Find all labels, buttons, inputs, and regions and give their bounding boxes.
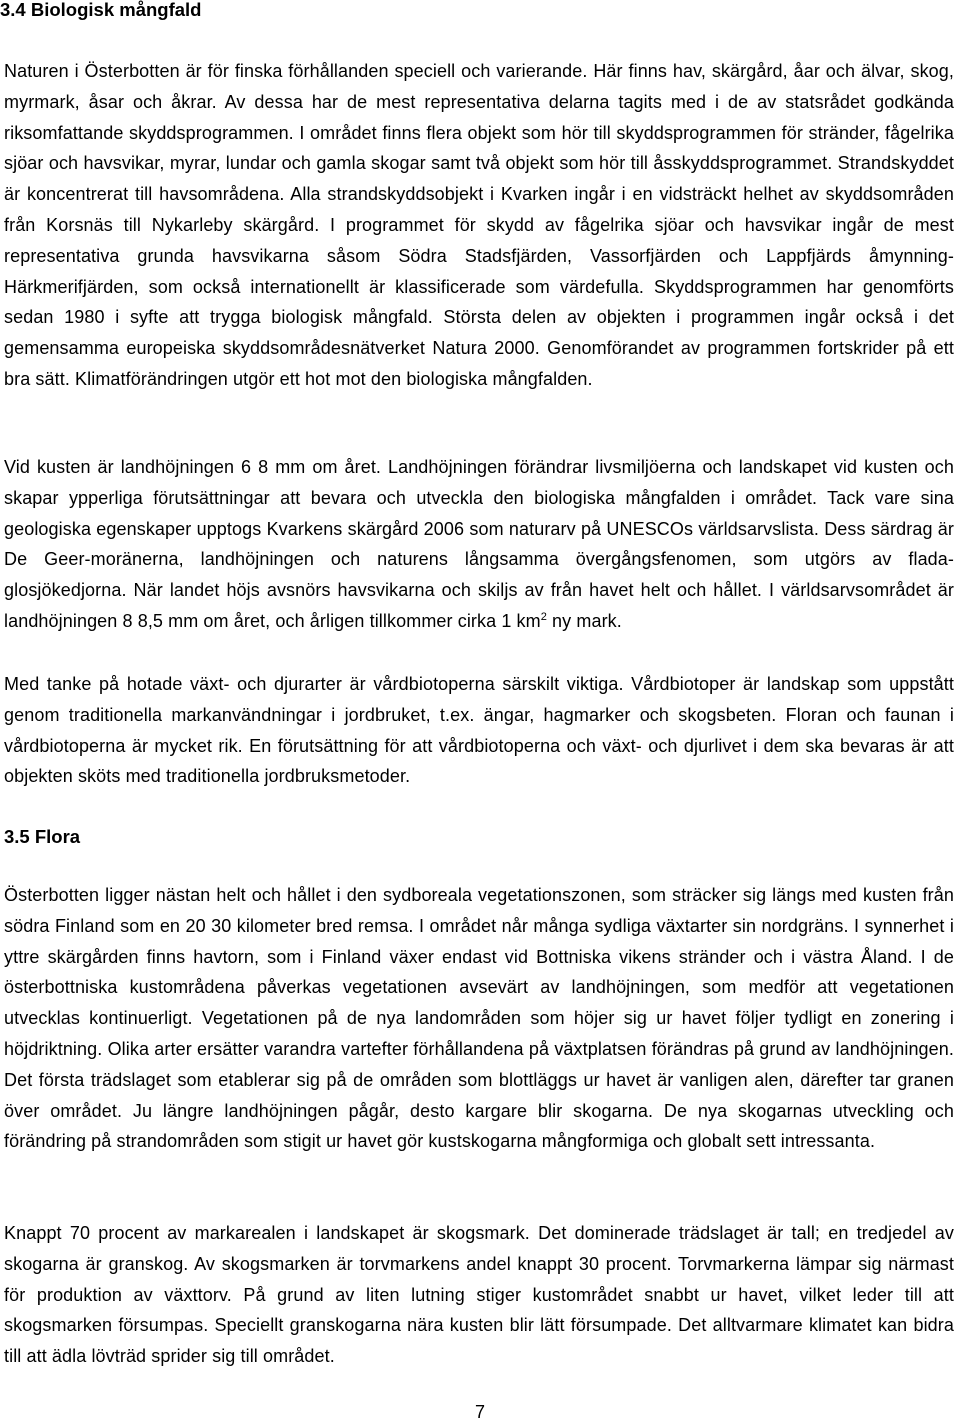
km-superscript: 2 (540, 610, 547, 623)
section-heading-flora: 3.5 Flora (4, 826, 81, 847)
land-uplift-text: Vid kusten är landhöjningen 6 8 mm om året. Landhöjningen förändrar livsmiljöerna och landskapet vid kusten och skapar ypperliga förutsättningar att bevara och utveckla den biologiska mångfalden i området. Tack vare sina geologiska egenskaper upptogs Kvarkens skärgård 2006 som naturarv på UNESCOs världsarvslista. Dess särdrag är De Geer-moränerna, landhöjningen och naturens långsamma övergångsfenomen, som utgörs av flada-glosjökedjorna. När landet höjs avsnörs havsvikarna och skiljs av från havet helt och hållet. I världsarvsområdet är landhöjningen 8 8,5 mm om året, och årligen tillkommer cirka 1 km (4, 457, 954, 631)
paragraph-care-biotopes: Med tanke på hotade växt- och djurarter är vårdbiotoperna särskilt viktiga. Vårdbiotoper är landskap som uppstått genom traditionella markanvändningar i jordbruket, t.ex. ängar, hagmarker och skogsbeten. Floran och faunan i vårdbiotoperna är mycket rik. En förutsättning för att vårdbiotoperna och växt- och djurlivet i dem ska bevaras är att objekten sköts med traditionella jordbruksmetoder. (4, 674, 954, 787)
page-number: 7 (474, 1402, 485, 1422)
paragraph-land-uplift (4, 452, 954, 637)
land-uplift-suffix: ny mark. (546, 610, 622, 631)
section-heading-biologisk-mangfald: 3.4 Biologisk mångfald (0, 0, 202, 20)
paragraph-forest-land: Knappt 70 procent av markarealen i landskapet är skogsmark. Det dominerade trädslaget är tall; en tredjedel av skogarna är granskog. Av skogsmarken är torvmarkens andel knappt 30 procent. Torvmarkerna lämpar sig närmast för produktion av växttorv. På grund av liten lutning stiger kustområdet snabbt ur havet, vilket leder till att skogsmarken försumpas. Speciellt granskogarna nära kusten blir lätt försumpade. Det alltvarmare klimatet kan bidra till att ädla lövträd sprider sig till området. (4, 1223, 954, 1367)
paragraph-biodiversity-intro: Naturen i Österbotten är för finska förhållanden speciell och varierande. Här finns hav, skärgård, åar och älvar, skog, myrmark, åsar och åkrar. Av dessa har de mest representativa delarna tagits med i de av statsrådet godkända riksomfattande skyddsprogrammen. I området finns flera objekt som hör till skyddsprogrammen för stränder, fågelrika sjöar och havsvikar, myrar, lundar och gamla skogar samt två objekt som hör till åsskyddsprogrammet. Strandskyddet är koncentrerat till havsområdena. Alla strandskyddsobjekt i Kvarken ingår i en vidsträckt helhet av skyddsområden från Korsnäs till Nykarleby skärgård. I programmet för skydd av fågelrika sjöar och havsvikar ingår de mest representativa grunda havsvikarna såsom Södra Stadsfjärden, Vassorfjärden och Lappfjärds åmynning-Härkmerifjärden, som också internationellt är klassificerade som värdefulla. Skyddsprogrammen har genomförts sedan 1980 i syfte att trygga biologisk mångfald. Största delen av objekten i programmen ingår också i det gemensamma europeiska skyddsområdesnätverket Natura 2000. Genomförandet av programmen fortskrider på ett bra sätt. Klimatförändringen utgör ett hot mot den biologiska mångfalden. (4, 61, 954, 389)
paragraph-flora-vegetation-zone: Österbotten ligger nästan helt och hållet i den sydboreala vegetationszonen, som sträcker sig längs med kusten från södra Finland som en 20 30 kilometer bred remsa. I området når många sydliga växtarter sin nordgräns. I synnerhet i yttre skärgården finns havtorn, som i Finland växer endast vid Bottniska vikens stränder och i västra Åland. I de österbottniska kustområdena påverkas vegetationen avsevärt av landhöjningen, som medför att vegetationen utvecklas kontinuerligt. Vegetationen på de nya landområden som höjer sig ur havet följer tydligt en zonering i höjdriktning. Olika arter ersätter varandra vartefter förhållandena på växtplatsen förändras på grund av landhöjningen. Det första trädslaget som etablerar sig på de områden som blottläggs ur havet är vanligen alen, därefter tar granen över området. Ju längre landhöjningen pågår, desto kargare blir skogarna. De nya skogarnas utveckling och förändring på strandområden som stigit ur havet gör kustskogarna mångformiga och globalt sett intressanta. (4, 885, 954, 1152)
